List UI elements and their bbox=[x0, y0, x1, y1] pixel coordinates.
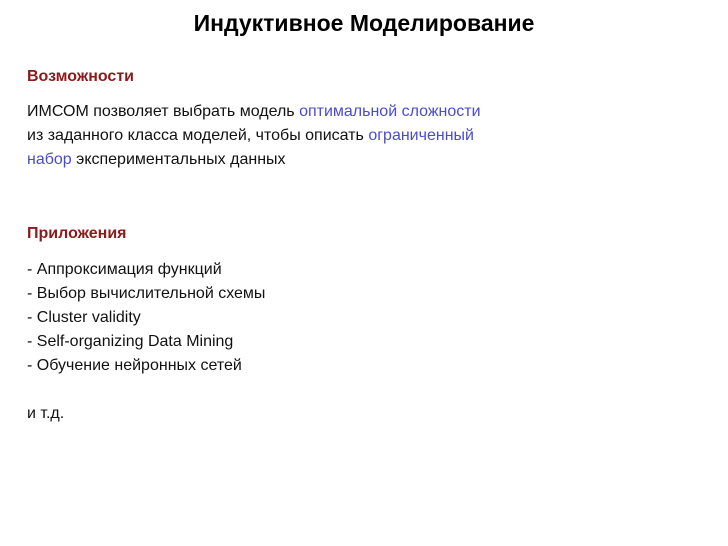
list-item: - Аппроксимация функций bbox=[27, 261, 222, 278]
capabilities-text-part3: экспериментальных данных bbox=[71, 151, 286, 168]
list-item: - Self-organizing Data Mining bbox=[27, 333, 234, 350]
highlight-optimal-complexity: оптимальной сложности bbox=[299, 103, 481, 120]
list-item: - Cluster validity bbox=[27, 309, 141, 326]
capabilities-text-part1: ИМСОМ позволяет выбрать модель bbox=[27, 103, 300, 120]
list-item: - Выбор вычислительной схемы bbox=[27, 285, 266, 302]
applications-heading: Приложения bbox=[27, 225, 127, 242]
etc-text: и т.д. bbox=[27, 405, 65, 422]
slide-title: Индуктивное Моделирование bbox=[193, 10, 535, 36]
capabilities-text-part2: из заданного класса моделей, чтобы описать bbox=[27, 127, 369, 144]
highlight-set: набор bbox=[27, 151, 72, 168]
applications-list bbox=[27, 258, 265, 378]
capabilities-paragraph bbox=[27, 100, 707, 172]
capabilities-heading: Возможности bbox=[27, 68, 134, 85]
list-item: - Обучение нейронных сетей bbox=[27, 357, 242, 374]
highlight-limited: ограниченный bbox=[368, 127, 474, 144]
